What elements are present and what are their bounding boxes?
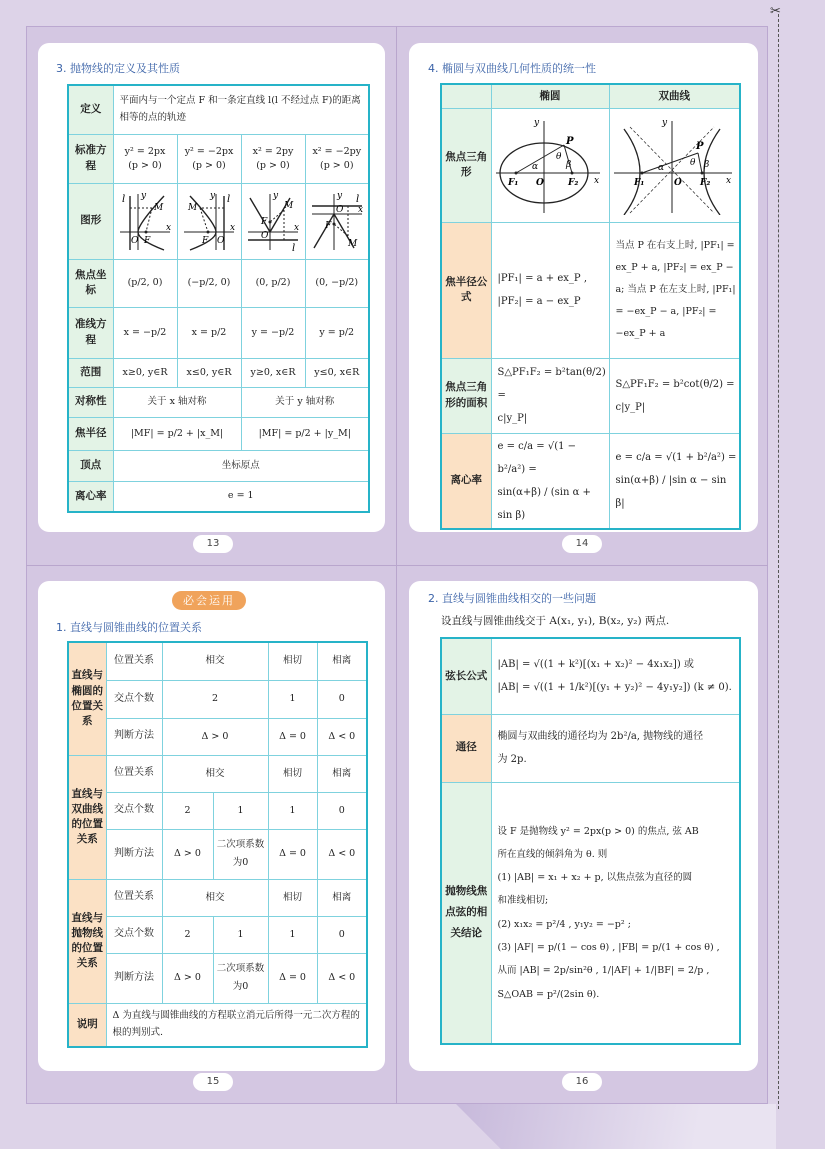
directrix-value: y = −p/2 bbox=[241, 307, 305, 358]
figure-cell bbox=[113, 183, 177, 259]
symmetry-value: 关于 x 轴对称 bbox=[113, 387, 241, 417]
col-header-ellipse: 椭圆 bbox=[491, 84, 609, 108]
method-value: Δ = 0 bbox=[268, 829, 317, 879]
equation-condition: (p > 0) bbox=[319, 159, 354, 171]
scissors-icon: ✂ bbox=[770, 4, 781, 19]
parabola-down-figure bbox=[308, 188, 366, 254]
directrix-value: x = p/2 bbox=[177, 307, 241, 358]
fig-label-l: l bbox=[122, 194, 126, 205]
fig-label-y: y bbox=[273, 191, 279, 201]
fig-label-beta: β bbox=[566, 160, 572, 170]
method-value: Δ < 0 bbox=[317, 718, 367, 755]
hyperbola-area-cell bbox=[609, 358, 740, 433]
page-divider bbox=[26, 565, 768, 566]
equation-cell bbox=[177, 134, 241, 183]
sub-label-relation: 位置关系 bbox=[106, 755, 162, 792]
hyperbola-ecc-line: e = c/a = √(1 + b²/a²) = bbox=[615, 452, 737, 463]
fig-label-o: O bbox=[536, 178, 544, 188]
row-label-equation: 标准方程 bbox=[68, 134, 113, 183]
page-number-15: 15 bbox=[193, 1073, 233, 1091]
ellipse-focal-line: |PF₂| = a − ex_P bbox=[497, 296, 581, 307]
chord-line: |AB| = √((1 + 1/k²)[(y₁ + y₂)² − 4y₁y₂]) (k ≠ 0). bbox=[497, 682, 732, 694]
figure-cell bbox=[241, 183, 305, 259]
count-value: 0 bbox=[317, 792, 367, 829]
equation-condition: (p > 0) bbox=[256, 159, 290, 171]
symmetry-value: 关于 y 轴对称 bbox=[241, 387, 369, 417]
fig-label-theta: θ bbox=[690, 158, 696, 168]
fig-label-x: x bbox=[166, 223, 172, 233]
focal-chord-line: 和准线相切; bbox=[497, 895, 549, 907]
sub-label-count: 交点个数 bbox=[106, 680, 162, 718]
relation-value: 相切 bbox=[268, 755, 317, 792]
fig-label-m: M bbox=[347, 239, 357, 249]
vertex-value: 坐标原点 bbox=[113, 450, 369, 481]
fig-label-l: l bbox=[355, 194, 359, 205]
group-label-ellipse: 直线与椭圆的位置关系 bbox=[68, 642, 106, 755]
parabola-left-figure bbox=[180, 188, 238, 254]
parabola-table bbox=[67, 84, 370, 513]
focal-chord-line: (3) |AF| = p/(1 − cos θ) , |FB| = p/(1 + cos θ) , bbox=[497, 942, 720, 954]
row-label-eccentricity: 离心率 bbox=[68, 481, 113, 512]
latus-line: 椭圆与双曲线的通径均为 2b²/a, 抛物线的通径 bbox=[497, 731, 704, 742]
relation-value: 相交 bbox=[162, 642, 268, 680]
focal-chord-line: (2) x₁x₂ = p²/4 , y₁y₂ = −p² ; bbox=[497, 918, 631, 930]
group-label-parabola: 直线与抛物线的位置关系 bbox=[68, 879, 106, 1003]
ellipse-area-line: c|y_P| bbox=[497, 413, 528, 424]
ellipse-area-cell bbox=[491, 358, 609, 433]
focus-value: (0, p/2) bbox=[241, 259, 305, 307]
note-text: Δ 为直线与圆锥曲线的方程联立消元后所得一元二次方程的根的判别式. bbox=[106, 1003, 367, 1047]
sub-label-method: 判断方法 bbox=[106, 718, 162, 755]
focal-chord-line: 设 F 是抛物线 y² = 2px(p > 0) 的焦点, 弦 AB bbox=[497, 825, 699, 837]
range-value: y≤0, x∈R bbox=[305, 358, 369, 387]
ellipse-figure-cell bbox=[491, 108, 609, 222]
row-label-figure: 图形 bbox=[68, 183, 113, 259]
row-label-eccentricity: 离心率 bbox=[441, 433, 491, 529]
page-number-13: 13 bbox=[193, 535, 233, 553]
eccentricity-value: e = 1 bbox=[113, 481, 369, 512]
fig-label-o: O bbox=[217, 236, 225, 246]
hyperbola-area-line: c|y_P| bbox=[615, 401, 646, 413]
fig-label-m: M bbox=[188, 203, 198, 213]
cut-line bbox=[778, 14, 779, 1109]
fig-label-x: x bbox=[294, 223, 300, 233]
fig-label-y: y bbox=[336, 191, 342, 201]
method-value: Δ = 0 bbox=[268, 718, 317, 755]
line-conic-intersection-table bbox=[440, 637, 741, 1045]
sub-label-count: 交点个数 bbox=[106, 792, 162, 829]
note-label: 说明 bbox=[68, 1003, 106, 1047]
relation-value: 相切 bbox=[268, 642, 317, 680]
fig-label-alpha: α bbox=[658, 163, 665, 173]
hyperbola-focal-text: 当点 P 在右支上时, |PF₁| = ex_P + a, |PF₂| = ex_P − a; 当点 P 在左支上时, |PF₁| = −ex_P − a, |PF₂| = −ex_P + a bbox=[609, 222, 740, 358]
fig-label-x: x bbox=[726, 176, 732, 186]
equation: y² = 2px bbox=[124, 145, 166, 157]
page-16-intro: 设直线与圆锥曲线交于 A(x₁, y₁), B(x₂, y₂) 两点. bbox=[441, 615, 670, 627]
relation-value: 相离 bbox=[317, 879, 367, 916]
count-value: 1 bbox=[213, 792, 268, 829]
floor-shadow bbox=[456, 1104, 776, 1149]
fig-label-p: P bbox=[566, 136, 574, 147]
ellipse-hyperbola-table bbox=[440, 83, 741, 530]
definition-text: 平面内与一个定点 F 和一条定直线 l(l 不经过点 F)的距离相等的点的轨迹 bbox=[113, 85, 369, 134]
focal-chord-line: (1) |AB| = x₁ + x₂ + p, 以焦点弦为直径的圆 bbox=[497, 872, 693, 884]
row-label-focus: 焦点坐标 bbox=[68, 259, 113, 307]
hyperbola-ecc-line: sin(α+β) / |sin α − sin β| bbox=[615, 475, 727, 509]
count-value: 0 bbox=[317, 680, 367, 718]
directrix-value: x = −p/2 bbox=[113, 307, 177, 358]
section-badge: 必会运用 bbox=[172, 591, 246, 610]
page-15-title: 1. 直线与圆锥曲线的位置关系 bbox=[56, 621, 202, 634]
fig-label-m: M bbox=[284, 201, 294, 211]
row-label-focal-chord: 抛物线焦点弦的相关结论 bbox=[441, 782, 491, 1044]
fig-label-beta: β bbox=[704, 160, 710, 170]
row-label-latus: 通径 bbox=[441, 714, 491, 782]
method-value: 二次项系数为0 bbox=[213, 829, 268, 879]
row-label-chord: 弦长公式 bbox=[441, 638, 491, 714]
fig-label-f2: F₂ bbox=[700, 178, 711, 188]
relation-value: 相离 bbox=[317, 642, 367, 680]
range-value: x≤0, y∈R bbox=[177, 358, 241, 387]
ellipse-focal-line: |PF₁| = a + ex_P , bbox=[497, 273, 587, 284]
method-value: Δ < 0 bbox=[317, 829, 367, 879]
fig-label-f: F bbox=[202, 236, 209, 246]
fig-label-f1: F₁ bbox=[508, 178, 519, 188]
row-label-range: 范围 bbox=[68, 358, 113, 387]
fig-label-o: O bbox=[335, 205, 344, 215]
ellipse-focal-cell bbox=[491, 222, 609, 358]
fig-label-x: x bbox=[230, 223, 236, 233]
range-value: x≥0, y∈R bbox=[113, 358, 177, 387]
fig-label-p: P bbox=[696, 141, 704, 152]
focus-value: (0, −p/2) bbox=[305, 259, 369, 307]
ellipse-figure bbox=[494, 115, 606, 215]
equation-condition: (p > 0) bbox=[192, 159, 226, 171]
row-label-definition: 定义 bbox=[68, 85, 113, 134]
relation-value: 相交 bbox=[162, 879, 268, 916]
row-label-vertex: 顶点 bbox=[68, 450, 113, 481]
count-value: 2 bbox=[162, 916, 213, 953]
fig-label-l: l bbox=[292, 243, 296, 254]
count-value: 0 bbox=[317, 916, 367, 953]
count-value: 2 bbox=[162, 680, 268, 718]
equation-condition: (p > 0) bbox=[128, 159, 162, 171]
focal-radius-value: |MF| = p/2 + |y_M| bbox=[241, 417, 369, 450]
equation: x² = 2py bbox=[252, 145, 294, 157]
ellipse-ecc-line: sin(α+β) / (sin α + sin β) bbox=[497, 486, 591, 521]
fig-label-y: y bbox=[141, 191, 147, 201]
fig-label-o: O bbox=[131, 236, 139, 246]
fig-label-f: F bbox=[261, 217, 268, 227]
count-value: 2 bbox=[162, 792, 213, 829]
figure-cell bbox=[177, 183, 241, 259]
row-label-triangle: 焦点三角形 bbox=[441, 108, 491, 222]
fig-label-f: F bbox=[324, 221, 332, 231]
count-value: 1 bbox=[268, 680, 317, 718]
corner-cell bbox=[441, 84, 491, 108]
method-value: Δ = 0 bbox=[268, 953, 317, 1003]
hyperbola-figure bbox=[612, 115, 736, 215]
latus-cell bbox=[491, 714, 740, 782]
row-label-focal-radius: 焦半径公式 bbox=[441, 222, 491, 358]
chord-line: |AB| = √((1 + k²)[(x₁ + x₂)² − 4x₁x₂]) 或 bbox=[497, 659, 694, 671]
focus-value: (−p/2, 0) bbox=[177, 259, 241, 307]
row-label-area: 焦点三角形的面积 bbox=[441, 358, 491, 433]
fig-label-y: y bbox=[662, 118, 668, 128]
line-conic-position-table bbox=[67, 641, 368, 1048]
fig-label-x: x bbox=[594, 176, 600, 186]
equation-cell bbox=[305, 134, 369, 183]
sub-label-relation: 位置关系 bbox=[106, 879, 162, 916]
fig-label-y: y bbox=[210, 191, 216, 201]
fig-label-y: y bbox=[534, 118, 540, 128]
focal-chord-line: 所在直线的倾斜角为 θ. 则 bbox=[497, 848, 608, 860]
method-value: 二次项系数为0 bbox=[213, 953, 268, 1003]
fig-label-x: x bbox=[357, 205, 363, 215]
parabola-up-figure bbox=[244, 188, 302, 254]
directrix-value: y = p/2 bbox=[305, 307, 369, 358]
sub-label-method: 判断方法 bbox=[106, 953, 162, 1003]
page-number-14: 14 bbox=[562, 535, 602, 553]
fig-label-f: F bbox=[144, 236, 151, 246]
row-label-symmetry: 对称性 bbox=[68, 387, 113, 417]
method-value: Δ > 0 bbox=[162, 718, 268, 755]
fig-label-l: l bbox=[227, 194, 231, 205]
fig-label-o: O bbox=[261, 231, 269, 241]
focal-radius-value: |MF| = p/2 + |x_M| bbox=[113, 417, 241, 450]
ellipse-ecc-line: e = c/a = √(1 − b²/a²) = bbox=[497, 440, 577, 475]
fig-label-f2: F₂ bbox=[568, 178, 579, 188]
page-13-title: 3. 抛物线的定义及其性质 bbox=[56, 62, 180, 75]
relation-value: 相离 bbox=[317, 755, 367, 792]
hyperbola-area-line: S△PF₁F₂ = b²cot(θ/2) = bbox=[615, 378, 735, 390]
hyperbola-figure-cell bbox=[609, 108, 740, 222]
range-value: y≥0, x∈R bbox=[241, 358, 305, 387]
equation-cell bbox=[241, 134, 305, 183]
count-value: 1 bbox=[213, 916, 268, 953]
equation-cell bbox=[113, 134, 177, 183]
page-14-title: 4. 椭圆与双曲线几何性质的统一性 bbox=[428, 62, 596, 75]
equation: y² = −2px bbox=[184, 145, 234, 157]
method-value: Δ < 0 bbox=[317, 953, 367, 1003]
focus-value: (p/2, 0) bbox=[113, 259, 177, 307]
method-value: Δ > 0 bbox=[162, 953, 213, 1003]
hyperbola-ecc-cell bbox=[609, 433, 740, 529]
page-16-title: 2. 直线与圆锥曲线相交的一些问题 bbox=[428, 592, 596, 605]
row-label-focal-radius: 焦半径 bbox=[68, 417, 113, 450]
relation-value: 相切 bbox=[268, 879, 317, 916]
fig-label-f1: F₁ bbox=[634, 178, 645, 188]
fig-label-o: O bbox=[674, 178, 683, 188]
method-value: Δ > 0 bbox=[162, 829, 213, 879]
ellipse-area-line: S△PF₁F₂ = b²tan(θ/2) = bbox=[497, 367, 606, 401]
parabola-right-figure bbox=[116, 188, 174, 254]
col-header-hyperbola: 双曲线 bbox=[609, 84, 740, 108]
focal-chord-line: 从而 |AB| = 2p/sin²θ , 1/|AF| + 1/|BF| = 2/p , bbox=[497, 965, 710, 977]
chord-cell bbox=[491, 638, 740, 714]
row-label-directrix: 准线方程 bbox=[68, 307, 113, 358]
latus-line: 为 2p. bbox=[497, 754, 527, 765]
sub-label-count: 交点个数 bbox=[106, 916, 162, 953]
relation-value: 相交 bbox=[162, 755, 268, 792]
figure-cell bbox=[305, 183, 369, 259]
focal-chord-cell bbox=[491, 782, 740, 1044]
fig-label-m: M bbox=[154, 203, 164, 213]
fig-label-theta: θ bbox=[556, 152, 562, 162]
focal-chord-line: S△OAB = p²/(2sin θ). bbox=[497, 988, 600, 1000]
ellipse-ecc-cell bbox=[491, 433, 609, 529]
group-label-hyperbola: 直线与双曲线的位置关系 bbox=[68, 755, 106, 879]
sub-label-method: 判断方法 bbox=[106, 829, 162, 879]
fig-label-alpha: α bbox=[532, 162, 539, 172]
page-number-16: 16 bbox=[562, 1073, 602, 1091]
count-value: 1 bbox=[268, 792, 317, 829]
count-value: 1 bbox=[268, 916, 317, 953]
sub-label-relation: 位置关系 bbox=[106, 642, 162, 680]
equation: x² = −2py bbox=[312, 145, 362, 157]
